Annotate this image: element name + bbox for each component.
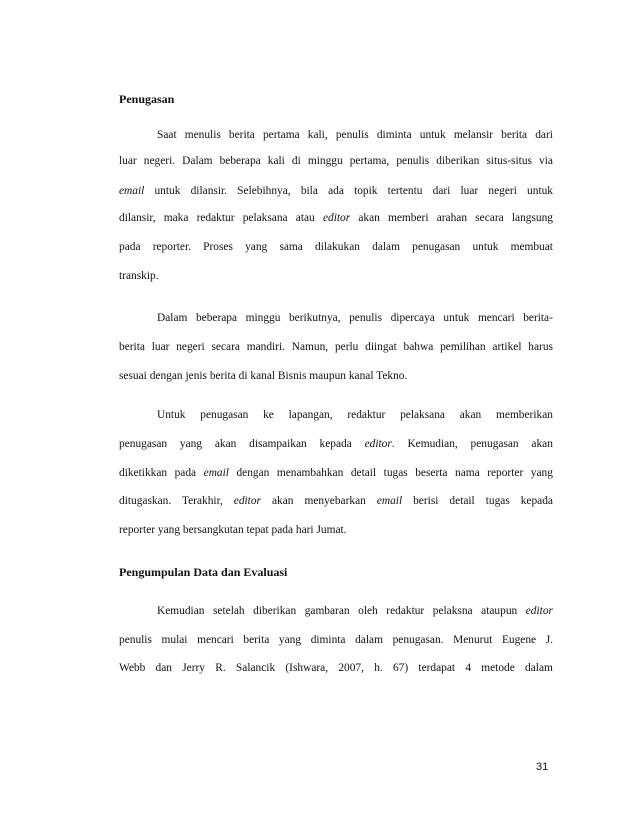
paragraph-line: pada reporter. Proses yang sama dilakukan dalam penugasan untuk membuat — [119, 241, 553, 253]
section-heading-penugasan: Penugasan — [119, 92, 175, 106]
paragraph-line: Kemudian setelah diberikan gambaran oleh redaktur pelaksna ataupun editor — [157, 605, 553, 617]
paragraph-line: Untuk penugasan ke lapangan, redaktur pelaksana akan memberikan — [157, 409, 553, 421]
paragraph-line: diketikkan pada email dengan menambahkan detail tugas beserta nama reporter yang — [119, 467, 553, 479]
section-heading-pengumpulan-data: Pengumpulan Data dan Evaluasi — [119, 565, 288, 579]
page-number: 31 — [536, 761, 549, 773]
paragraph-line: ditugaskan. Terakhir, editor akan menyebarkan email berisi detail tugas kepada — [119, 495, 553, 507]
paragraph-line: Saat menulis berita pertama kali, penulis diminta untuk melansir berita dari — [157, 129, 553, 141]
paragraph-line: sesuai dengan jenis berita di kanal Bisnis maupun kanal Tekno. — [119, 370, 408, 382]
paragraph-line: reporter yang bersangkutan tepat pada hari Jumat. — [119, 524, 347, 536]
paragraph-line: Webb dan Jerry R. Salancik (Ishwara, 2007, h. 67) terdapat 4 metode dalam — [119, 662, 553, 674]
paragraph-line: luar negeri. Dalam beberapa kali di minggu pertama, penulis diberikan situs-situs via — [119, 155, 553, 167]
paragraph-line: penugasan yang akan disampaikan kepada editor. Kemudian, penugasan akan — [119, 438, 553, 450]
paragraph-line: transkip. — [119, 270, 159, 282]
paragraph-line: penulis mulai mencari berita yang diminta dalam penugasan. Menurut Eugene J. — [119, 634, 553, 646]
paragraph-line: Dalam beberapa minggu berikutnya, penulis dipercaya untuk mencari berita- — [157, 312, 553, 324]
paragraph-line: email untuk dilansir. Selebihnya, bila ada topik tertentu dari luar negeri untuk — [119, 185, 553, 197]
paragraph-line: dilansir, maka redaktur pelaksana atau editor akan memberi arahan secara langsung — [119, 212, 553, 224]
paragraph-line: berita luar negeri secara mandiri. Namun, perlu diingat bahwa pemilihan artikel harus — [119, 341, 553, 353]
